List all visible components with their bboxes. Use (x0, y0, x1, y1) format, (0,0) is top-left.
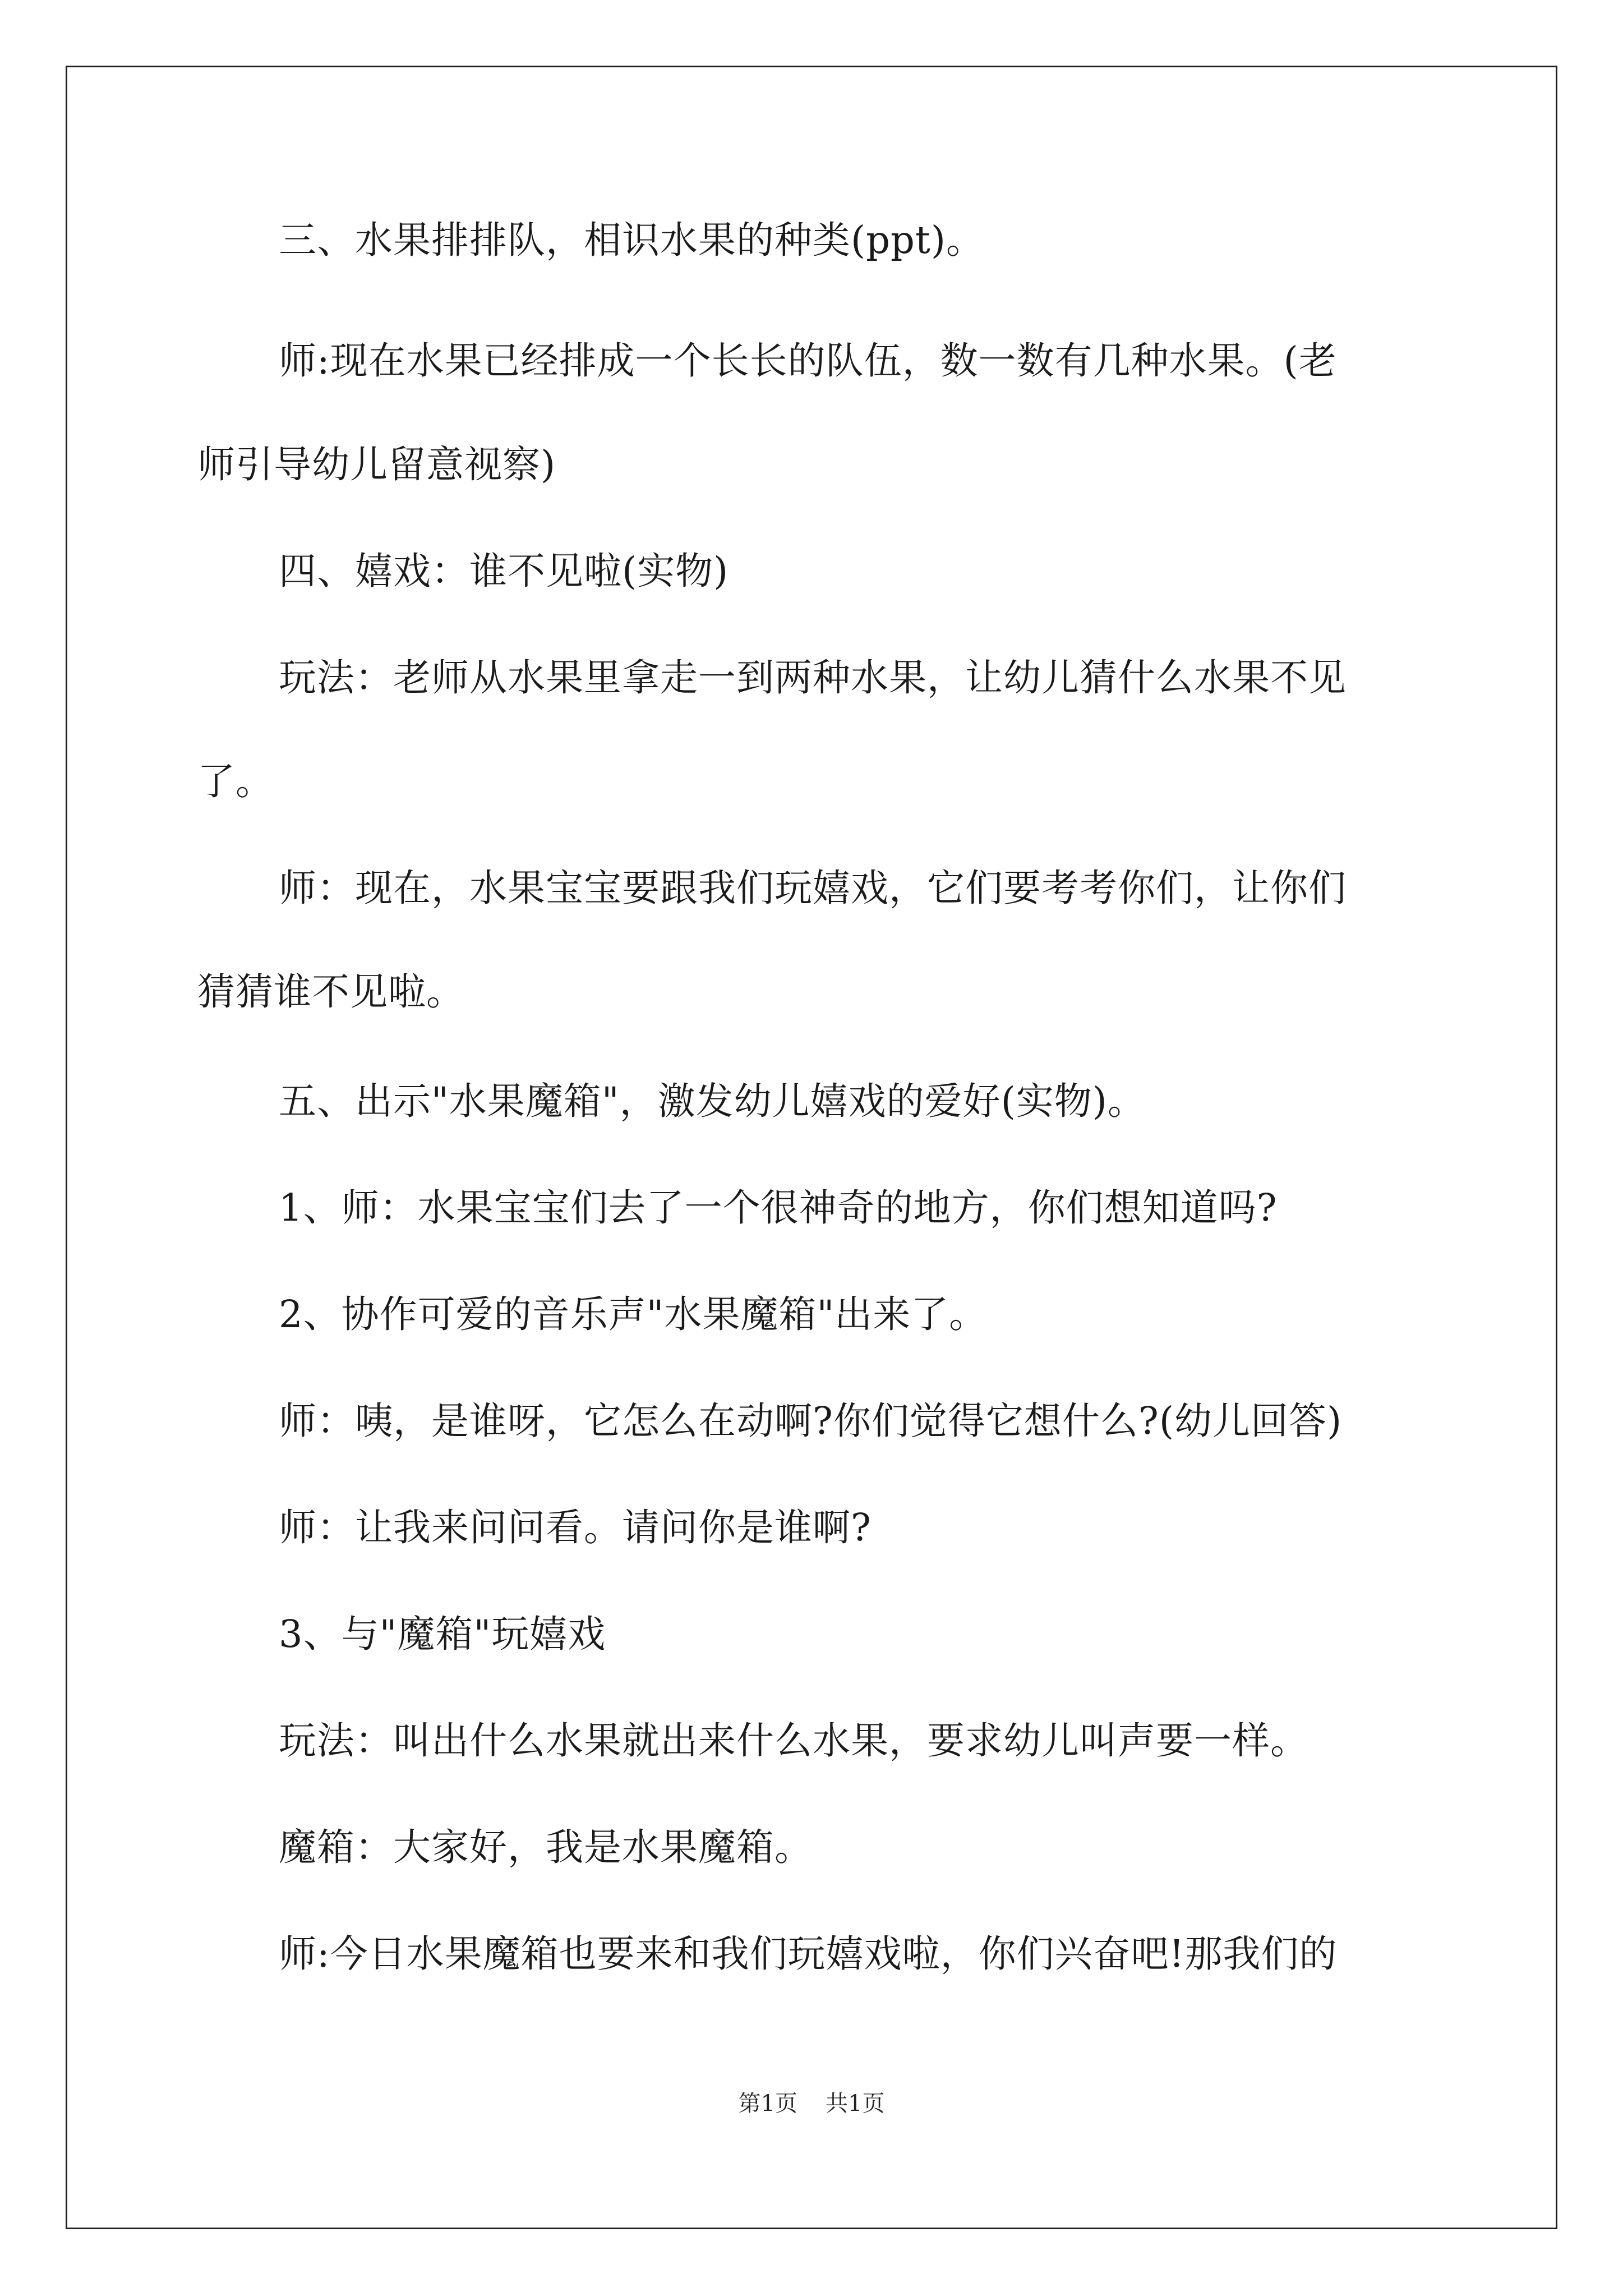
paragraph-section-four: 四、嬉戏：谁不见啦(实物) (279, 549, 729, 593)
paragraph-teacher-queue: 师:现在水果已经排成一个长长的队伍，数一数有几种水果。(老 (279, 339, 1337, 383)
paragraph-section-five: 五、出示"水果魔箱"，激发幼儿嬉戏的爱好(实物)。 (279, 1079, 1146, 1123)
paragraph-step-one: 1、师：水果宝宝们去了一个很神奇的地方，你们想知道吗? (279, 1186, 1278, 1230)
paragraph-teacher-today: 师:今日水果魔箱也要来和我们玩嬉戏啦，你们兴奋吧!那我们的 (279, 1932, 1338, 1976)
paragraph-teacher-game-continued: 猜猜谁不见啦。 (197, 970, 464, 1014)
paragraph-gameplay-one-continued: 了。 (197, 760, 274, 803)
paragraph-step-three: 3、与"魔箱"玩嬉戏 (279, 1612, 606, 1656)
page-border (66, 66, 1557, 2229)
paragraph-step-two: 2、协作可爱的音乐声"水果魔箱"出来了。 (279, 1292, 988, 1336)
page-footer (0, 2090, 1623, 2118)
paragraph-teacher-ask: 师：让我来问问看。请问你是谁啊? (279, 1506, 872, 1549)
paragraph-teacher-question: 师：咦，是谁呀，它怎么在动啊?你们觉得它想什么?(幼儿回答) (279, 1399, 1343, 1443)
paragraph-section-three: 三、水果排排队，相识水果的种类(ppt)。 (279, 218, 984, 262)
page-total: 共1页 (826, 2091, 885, 2116)
paragraph-teacher-game: 师：现在，水果宝宝要跟我们玩嬉戏，它们要考考你们，让你们 (279, 866, 1347, 910)
paragraph-gameplay-one: 玩法：老师从水果里拿走一到两种水果，让幼儿猜什么水果不见 (279, 656, 1347, 700)
paragraph-magic-box: 魔箱：大家好，我是水果魔箱。 (279, 1825, 813, 1869)
paragraph-gameplay-two: 玩法：叫出什么水果就出来什么水果，要求幼儿叫声要一样。 (279, 1719, 1308, 1763)
page-number: 第1页 (738, 2091, 797, 2116)
paragraph-teacher-queue-continued: 师引导幼儿留意视察) (197, 443, 556, 486)
